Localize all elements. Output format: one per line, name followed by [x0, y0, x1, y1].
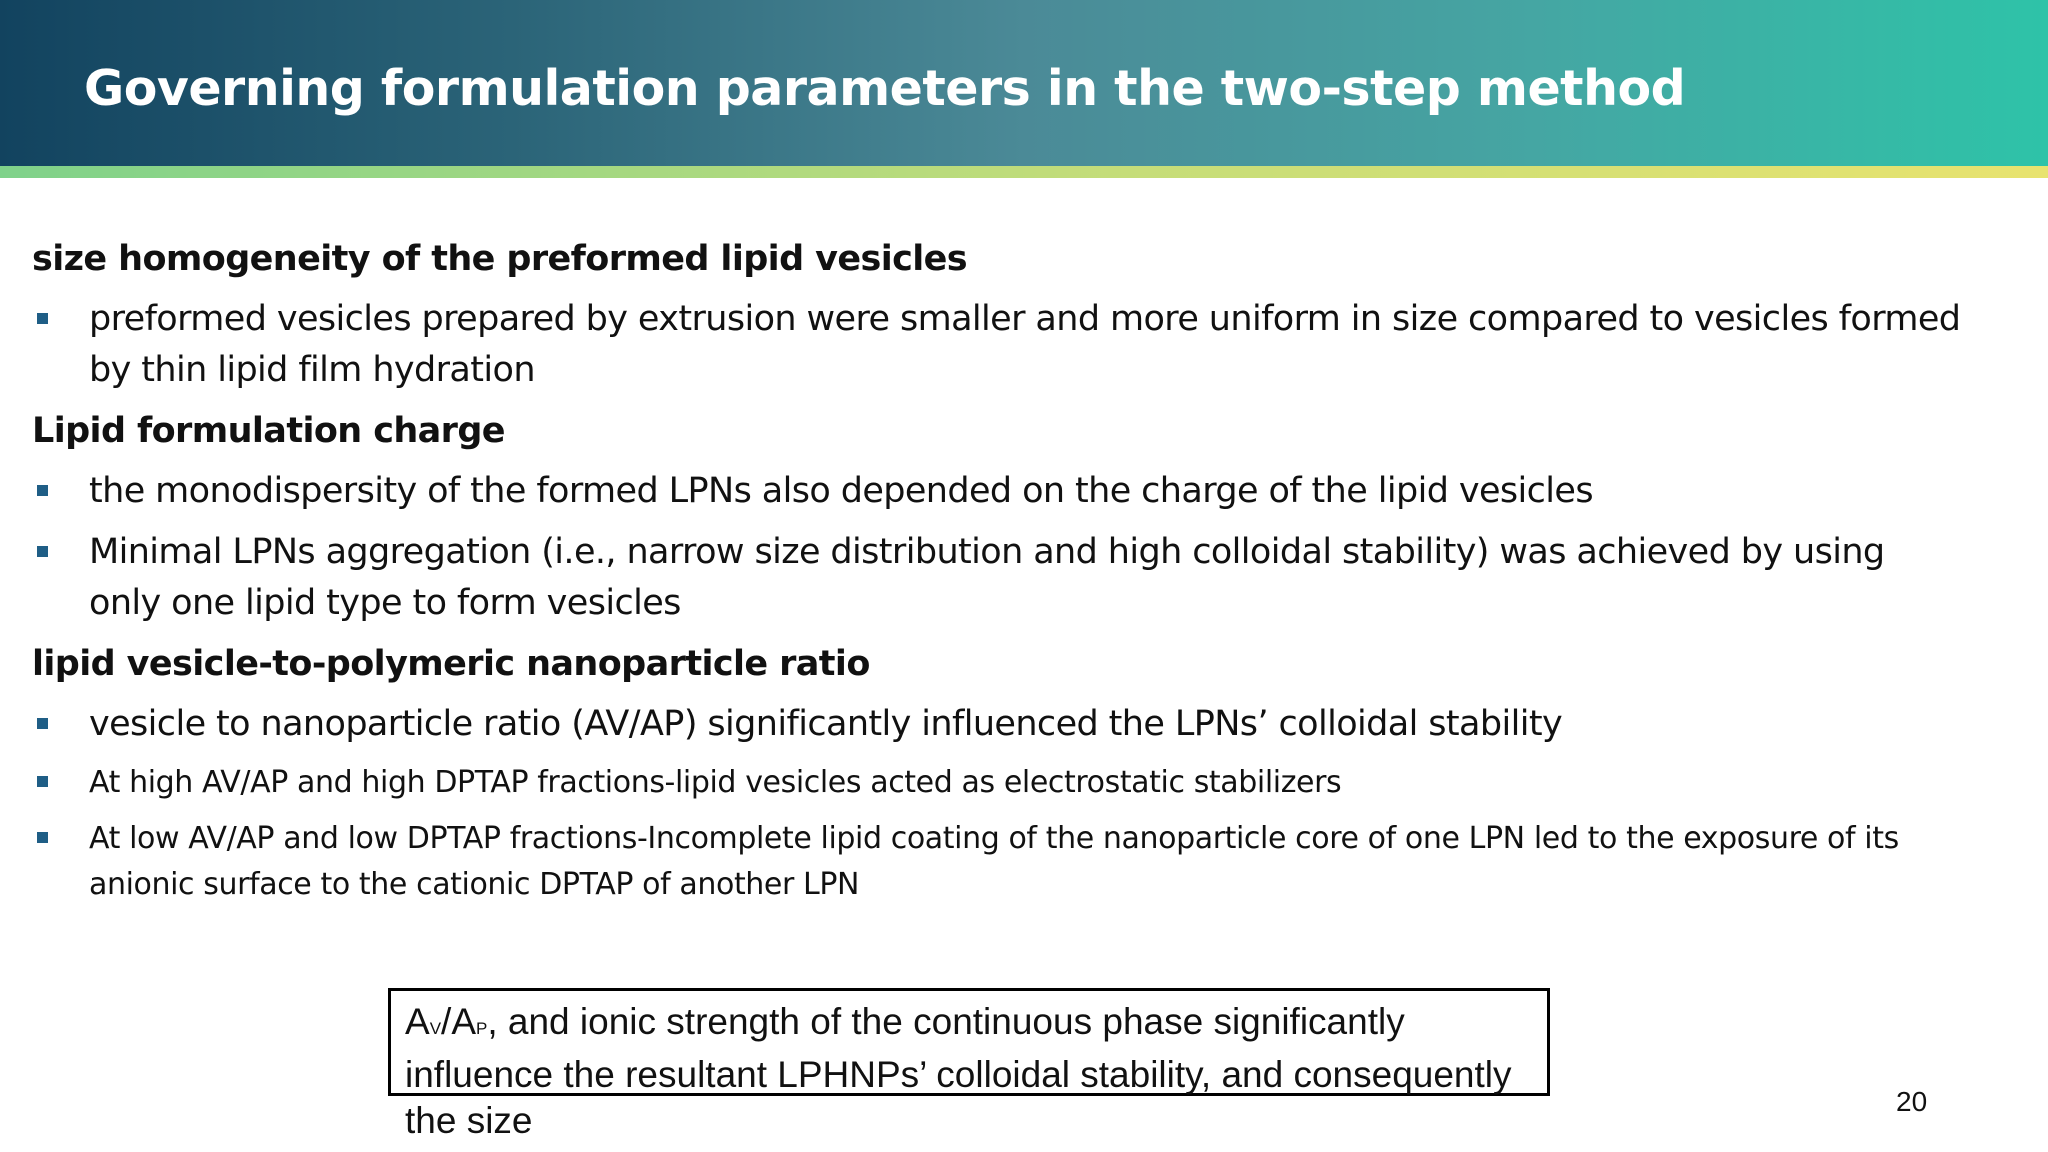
bullet-text: At low AV/AP and low DPTAP fractions-Incomplete lipid coating of the nanoparticle core of one LPN led to the exposure of its anionic surface to the cationic DPTAP of another LPN: [89, 821, 1899, 902]
callout-slash: /: [441, 1001, 452, 1042]
section-heading-lipid-charge: Lipid formulation charge: [32, 411, 505, 451]
bullet-item: [32, 816, 1962, 908]
square-bullet-icon: [37, 718, 48, 729]
bullet-text: the monodispersity of the formed LPNs also depended on the charge of the lipid vesicles: [89, 471, 1593, 511]
callout-text: , and ionic strength of the continuous phase significantly influence the resultant LPHNPs’ colloidal stability, and consequently the size: [405, 1001, 1512, 1141]
page-number: 20: [1896, 1086, 1928, 1117]
callout-box: [388, 988, 1550, 1141]
square-bullet-icon: [37, 313, 48, 324]
square-bullet-icon: [37, 546, 48, 557]
callout-symbol-a: A: [405, 1001, 430, 1042]
callout-symbol-a: A: [451, 1001, 476, 1042]
bullet-text: Minimal LPNs aggregation (i.e., narrow size distribution and high colloidal stability) was achieved by using only one lipid type to form vesicles: [89, 532, 1885, 623]
square-bullet-icon: [37, 485, 48, 496]
bullet-item: [32, 527, 1962, 629]
slide-body: [32, 234, 1962, 918]
bullet-item: [32, 294, 1962, 396]
bullet-item: [32, 760, 1962, 806]
slide-title: Governing formulation parameters in the two-step method: [84, 60, 1686, 117]
bullet-text: vesicle to nanoparticle ratio (AV/AP) significantly influenced the LPNs’ colloidal stability: [89, 704, 1563, 744]
bullet-item: [32, 699, 1962, 750]
callout-subscript-p: P: [476, 1019, 488, 1038]
bullet-text: At high AV/AP and high DPTAP fractions-lipid vesicles acted as electrostatic stabilizers: [89, 765, 1342, 800]
square-bullet-icon: [37, 832, 48, 843]
title-accent-stripe: [0, 166, 2048, 178]
section-heading-size-homogeneity: size homogeneity of the preformed lipid vesicles: [32, 239, 968, 279]
callout-subscript-v: V: [429, 1019, 442, 1038]
square-bullet-icon: [37, 776, 48, 787]
bullet-item: [32, 466, 1962, 517]
bullet-text: preformed vesicles prepared by extrusion were smaller and more uniform in size compared to vesicles formed by thin lipid film hydration: [89, 299, 1961, 390]
section-heading-vesicle-ratio: lipid vesicle-to-polymeric nanoparticle ratio: [32, 644, 870, 684]
